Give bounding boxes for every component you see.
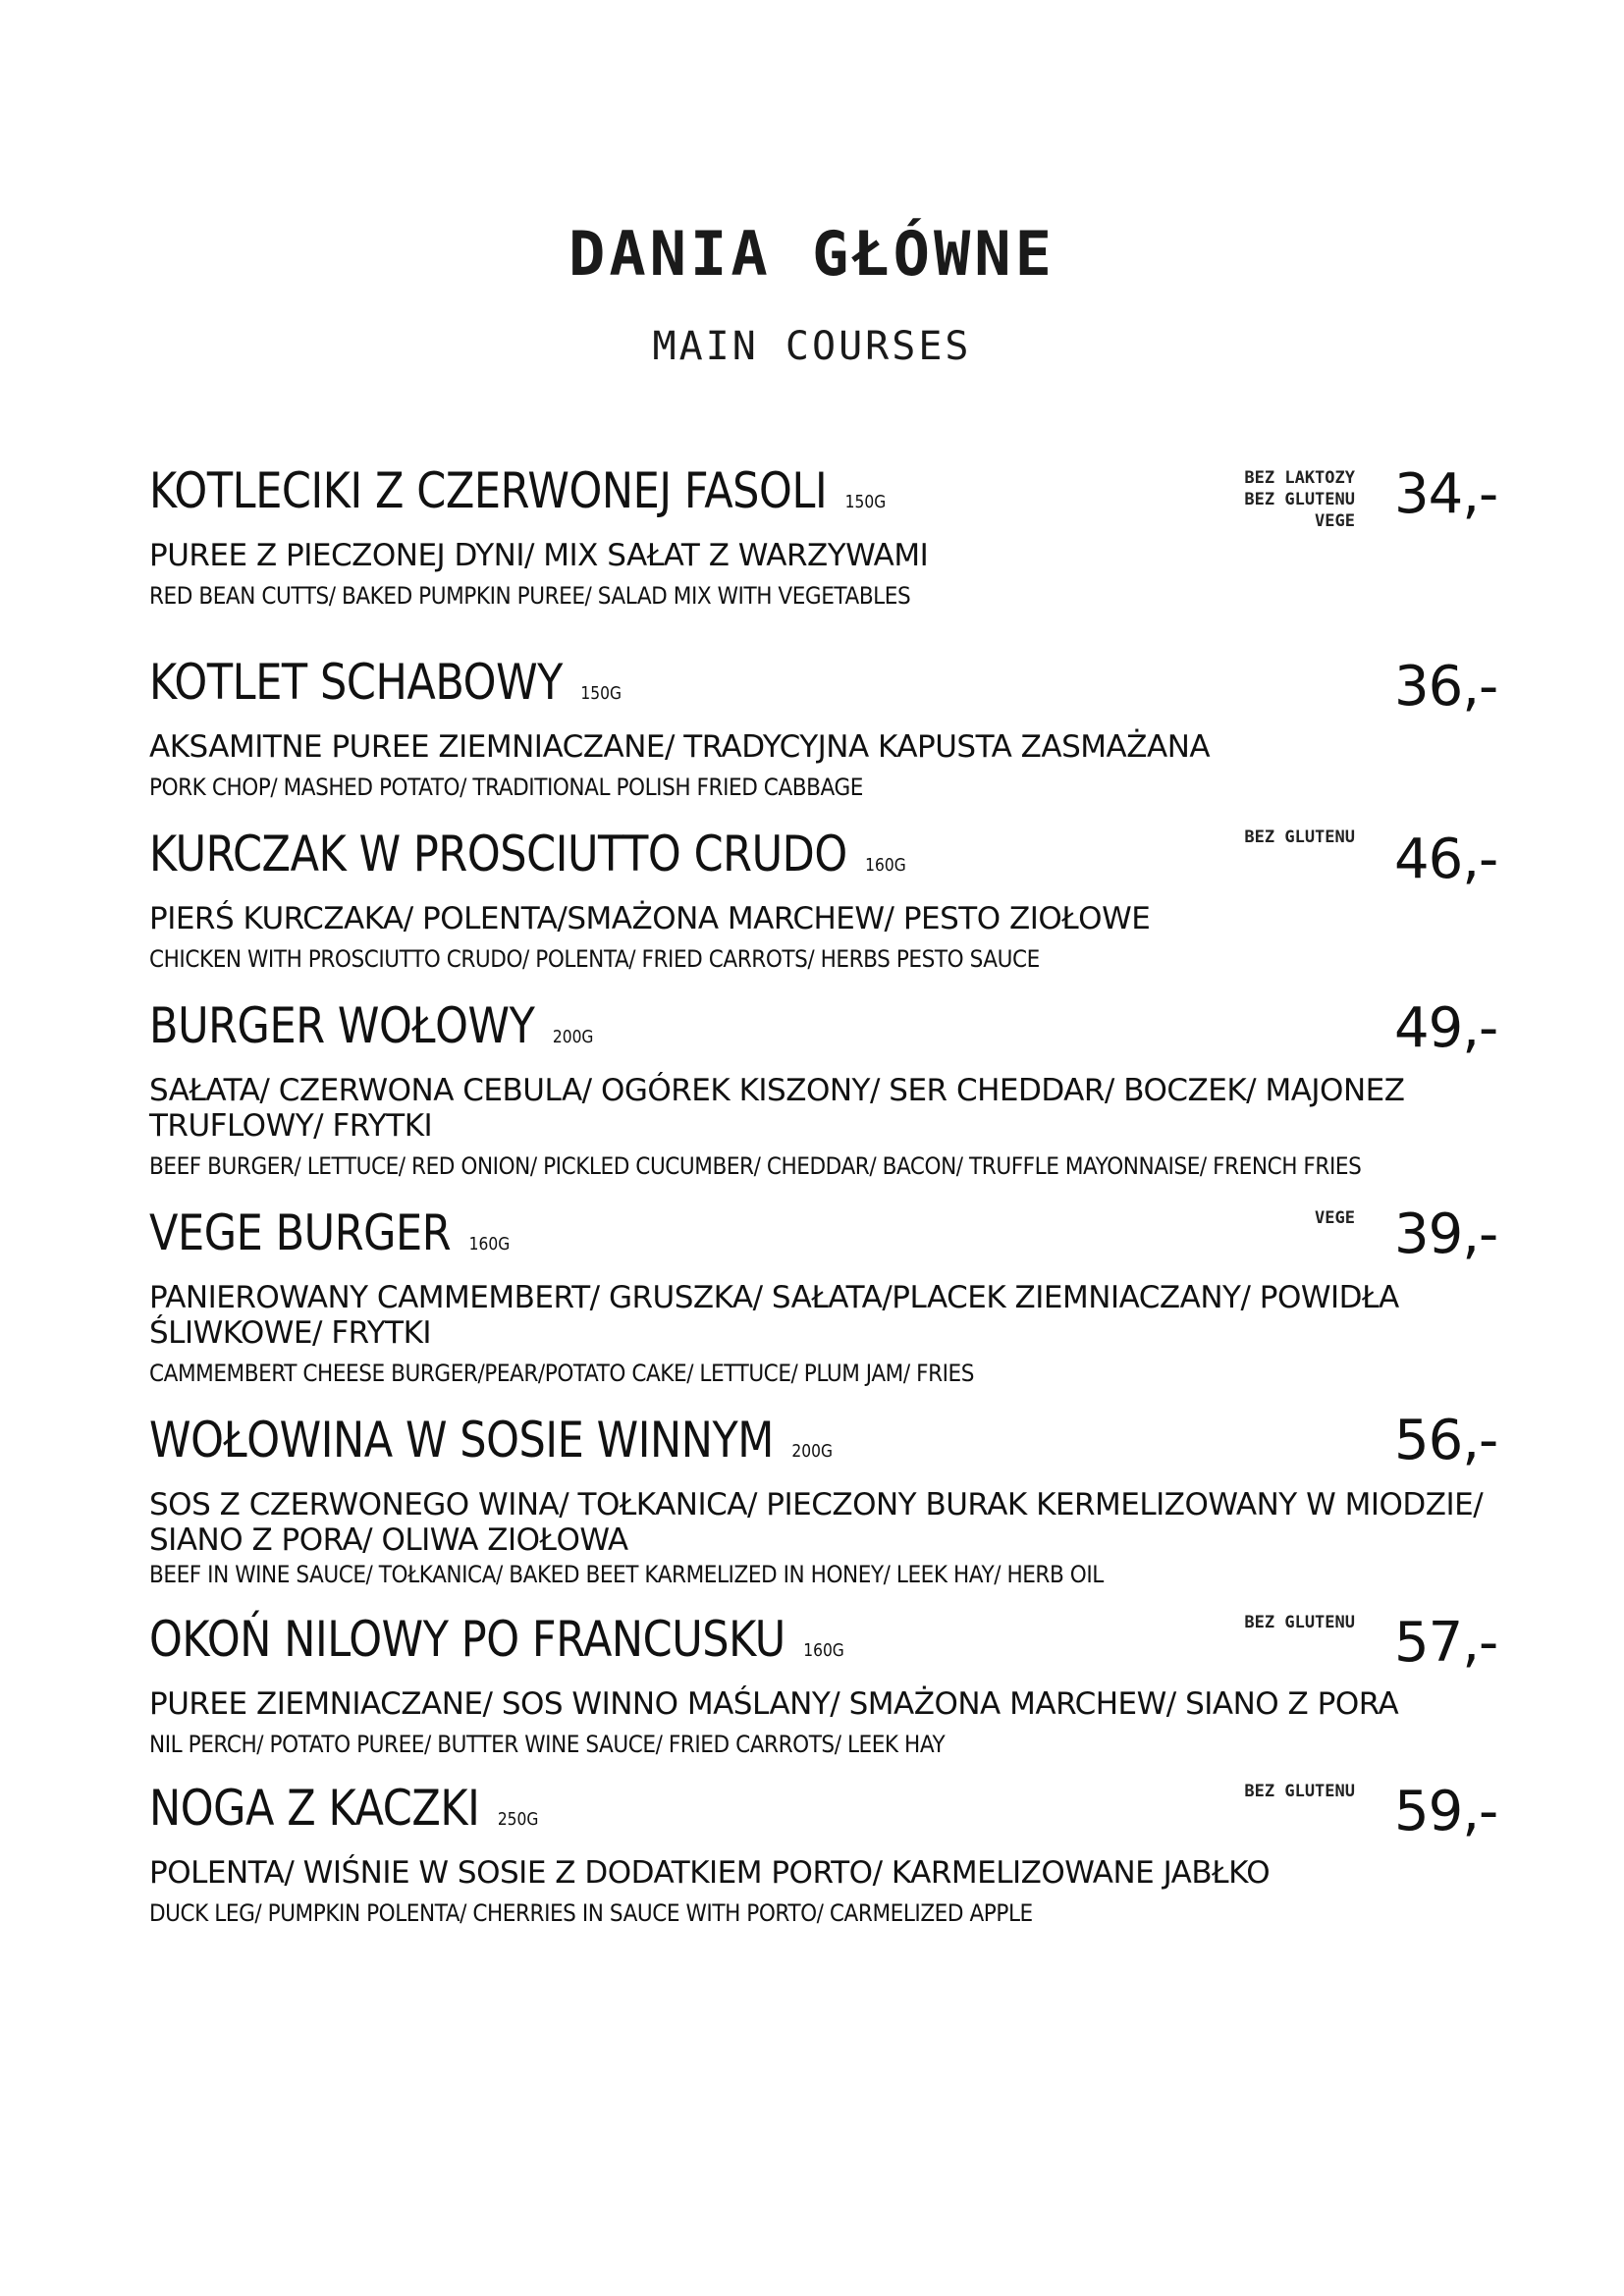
- dish-name: [149, 1779, 1315, 1849]
- dish-weight: 150G: [844, 492, 887, 512]
- dish-description-en: NIL PERCH/ POTATO PUREE/ BUTTER WINE SAUCE/ FRIED CARROTS/ LEEK HAY: [149, 1731, 946, 1758]
- dietary-tag: BEZ GLUTENU: [1244, 828, 1355, 847]
- dietary-tag: BEZ GLUTENU: [1244, 1613, 1355, 1632]
- dish-price: 56,-: [1394, 1409, 1498, 1472]
- dish-name: [149, 461, 1315, 532]
- dish-name: [149, 653, 1315, 723]
- dish-description-en: BEEF IN WINE SAUCE/ TOŁKANICA/ BAKED BEET KARMELIZED IN HONEY/ LEEK HAY/ HERB OIL: [149, 1561, 1104, 1588]
- dish-weight: 160G: [803, 1640, 844, 1661]
- dish-description-pl: POLENTA/ WIŚNIE W SOSIE Z DODATKIEM PORTO/ KARMELIZOWANE JABŁKO: [149, 1855, 1271, 1891]
- dish-price: 34,-: [1394, 462, 1498, 526]
- menu-item: [149, 1203, 1504, 1388]
- dish-tags: [1159, 827, 1355, 848]
- dish-name: [149, 1411, 1315, 1481]
- dish-tags: [1159, 1612, 1355, 1633]
- dish-description-pl: AKSAMITNE PUREE ZIEMNIACZANE/ TRADYCYJNA KAPUSTA ZASMAŻANA: [149, 729, 1211, 765]
- dish-name-text: NOGA Z KACZKI: [149, 1780, 480, 1837]
- menu-item: [149, 653, 1504, 802]
- dish-description-pl: PIERŚ KURCZAKA/ POLENTA/SMAŻONA MARCHEW/ PESTO ZIOŁOWE: [149, 901, 1151, 936]
- page-title: DANIA GŁÓWNE: [568, 218, 1056, 290]
- dietary-tag: VEGE: [1315, 511, 1355, 531]
- dietary-tag: BEZ GLUTENU: [1244, 490, 1355, 509]
- dish-price: 59,-: [1394, 1780, 1498, 1843]
- dietary-tag: BEZ GLUTENU: [1244, 1782, 1355, 1801]
- dish-name-text: KOTLET SCHABOWY: [149, 654, 564, 711]
- dish-description-en: CAMMEMBERT CHEESE BURGER/PEAR/POTATO CAKE/ LETTUCE/ PLUM JAM/ FRIES: [149, 1360, 975, 1387]
- dish-weight: 200G: [552, 1027, 594, 1047]
- dish-description-en: BEEF BURGER/ LETTUCE/ RED ONION/ PICKLED CUCUMBER/ CHEDDAR/ BACON/ TRUFFLE MAYONNAISE/ FRENCH FRIES: [149, 1152, 1362, 1180]
- dish-tags: [1159, 1207, 1355, 1229]
- dish-name: [149, 825, 1315, 895]
- dish-description-en: DUCK LEG/ PUMPKIN POLENTA/ CHERRIES IN SAUCE WITH PORTO/ CARMELIZED APPLE: [149, 1899, 1033, 1927]
- dish-tags: [1159, 467, 1355, 532]
- dish-weight: 160G: [865, 855, 906, 876]
- dish-price: 36,-: [1394, 655, 1498, 719]
- dish-name: [149, 1203, 1315, 1274]
- dish-description-pl: PANIEROWANY CAMMEMBERT/ GRUSZKA/ SAŁATA/PLACEK ZIEMNIACZANY/ POWIDŁA ŚLIWKOWE/ FRYTKI: [149, 1280, 1399, 1351]
- dish-tags: [1159, 1781, 1355, 1802]
- dish-weight: 150G: [580, 683, 622, 704]
- dish-name-text: BURGER WOŁOWY: [149, 997, 535, 1054]
- dish-description-en: RED BEAN CUTTS/ BAKED PUMPKIN PUREE/ SALAD MIX WITH VEGETABLES: [149, 582, 911, 610]
- dish-description-pl: PUREE ZIEMNIACZANE/ SOS WINNO MAŚLANY/ SMAŻONA MARCHEW/ SIANO Z PORA: [149, 1686, 1399, 1722]
- dish-description-en: PORK CHOP/ MASHED POTATO/ TRADITIONAL POLISH FRIED CABBAGE: [149, 774, 863, 801]
- dietary-tag: BEZ LAKTOZY: [1244, 468, 1355, 488]
- dietary-tag: VEGE: [1315, 1208, 1355, 1228]
- dish-description-en: CHICKEN WITH PROSCIUTTO CRUDO/ POLENTA/ FRIED CARROTS/ HERBS PESTO SAUCE: [149, 945, 1040, 973]
- dish-name: [149, 996, 1315, 1067]
- dish-description-pl: PUREE Z PIECZONEJ DYNI/ MIX SAŁAT Z WARZYWAMI: [149, 538, 929, 573]
- dish-name-text: OKOŃ NILOWY PO FRANCUSKU: [149, 1611, 785, 1668]
- page-subtitle: MAIN COURSES: [652, 324, 972, 369]
- dish-description-pl: SAŁATA/ CZERWONA CEBULA/ OGÓREK KISZONY/ SER CHEDDAR/ BOCZEK/ MAJONEZ TRUFLOWY/ FRYTKI: [149, 1073, 1405, 1144]
- dish-price: 57,-: [1394, 1611, 1498, 1675]
- dish-price: 46,-: [1394, 828, 1498, 891]
- dish-name-text: KOTLECIKI Z CZERWONEJ FASOLI: [149, 462, 828, 519]
- dish-name: [149, 1610, 1315, 1681]
- dish-name-text: KURCZAK W PROSCIUTTO CRUDO: [149, 826, 847, 882]
- dish-price: 49,-: [1394, 996, 1498, 1060]
- dish-price: 39,-: [1394, 1202, 1498, 1266]
- dish-description-pl: SOS Z CZERWONEGO WINA/ TOŁKANICA/ PIECZONY BURAK KERMELIZOWANY W MIODZIE/ SIANO Z PORA/ OLIWA ZIOŁOWA: [149, 1487, 1484, 1558]
- menu-item: [149, 996, 1504, 1181]
- dish-weight: 160G: [468, 1234, 511, 1255]
- menu-item: [149, 1411, 1504, 1589]
- dish-weight: 200G: [791, 1441, 833, 1462]
- dish-name-text: WOŁOWINA W SOSIE WINNYM: [149, 1412, 774, 1468]
- dish-weight: 250G: [497, 1809, 539, 1830]
- dish-name-text: VEGE BURGER: [149, 1204, 452, 1261]
